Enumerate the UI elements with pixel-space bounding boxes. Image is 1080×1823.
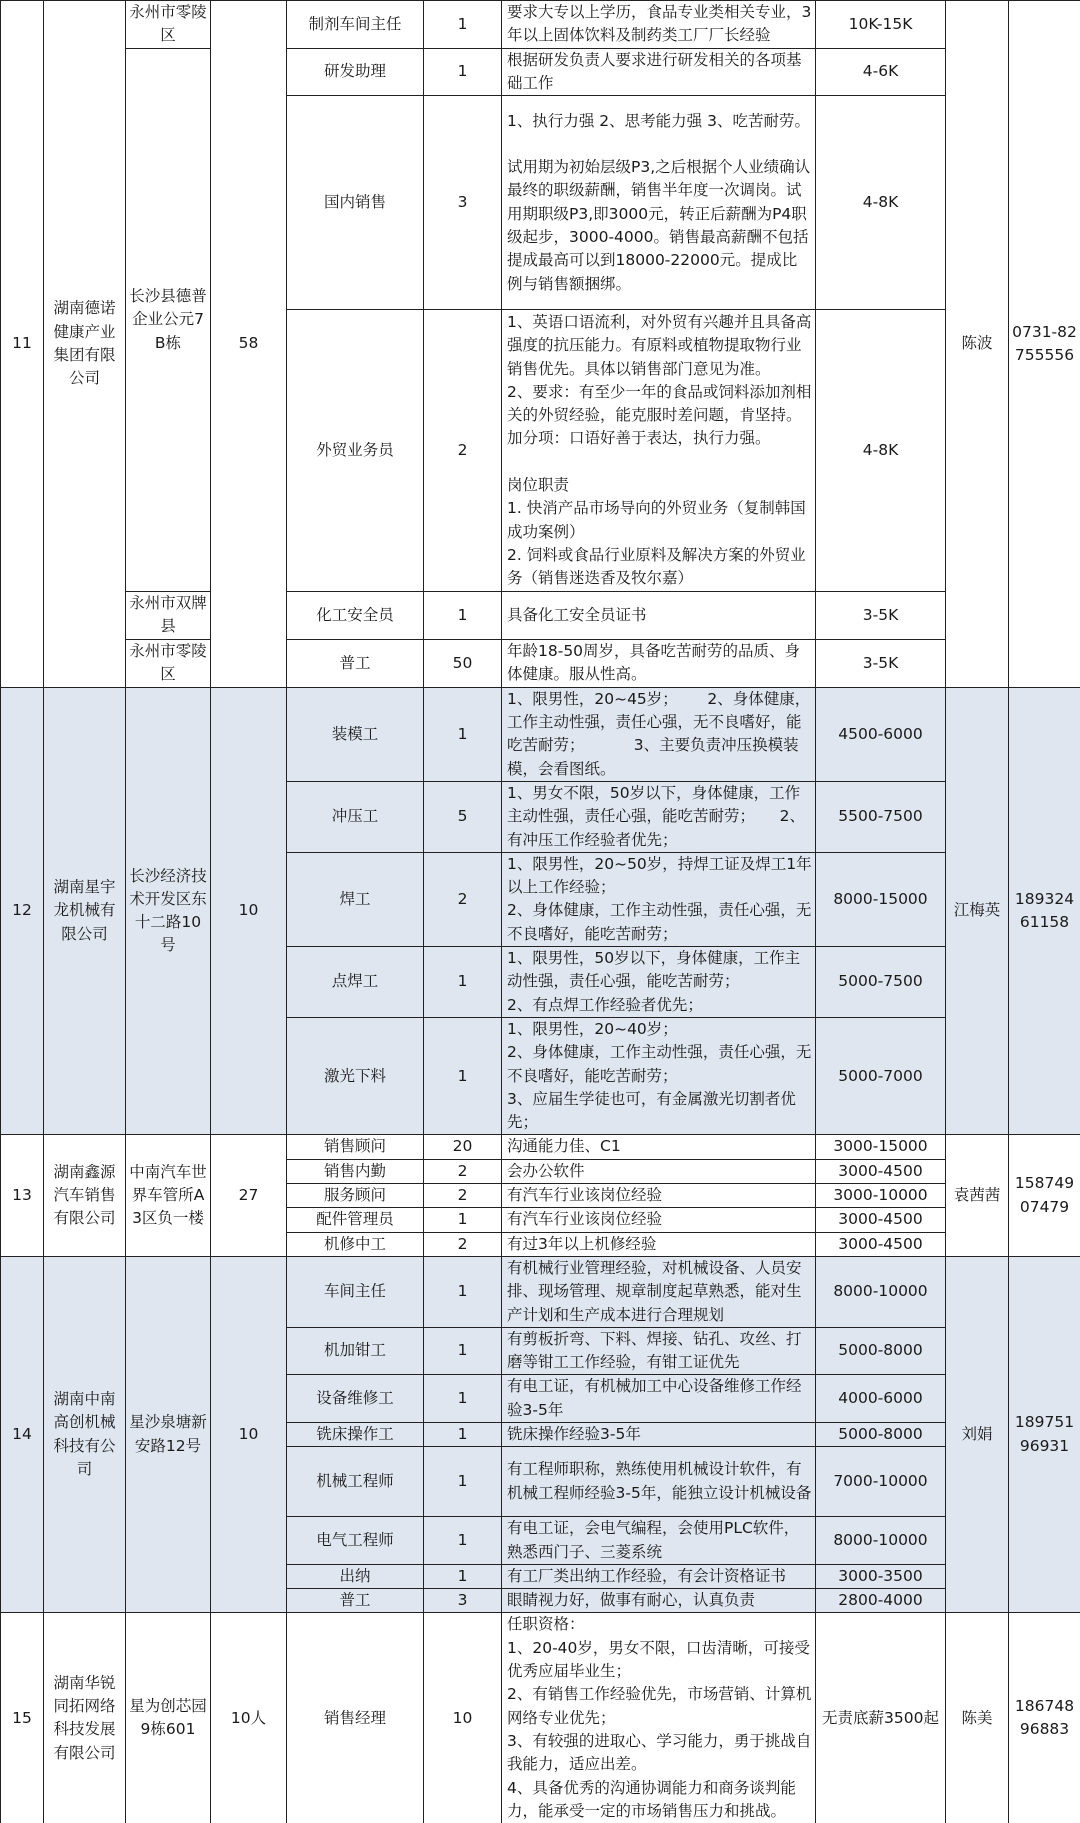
- company-number-cell: 15: [1, 1613, 44, 1823]
- job-requirement-cell: 有工厂类出纳工作经验，有会计资格证书: [502, 1564, 816, 1588]
- job-headcount-cell: 1: [424, 1256, 502, 1327]
- job-requirement-cell: 有工程师职称，熟练使用机械设计软件，有机械工程师经验3-5年，能独立设计机械设备: [502, 1447, 816, 1517]
- job-requirement-cell: 1、限男性，20~40岁； 2、身体健康，工作主动性强，责任心强，无不良嗜好，能吃苦耐劳； 3、应届生学徒也可，有金属激光切割者优先；: [502, 1017, 816, 1134]
- work-address-cell: 长沙经济技术开发区东十二路10号: [126, 687, 211, 1135]
- job-title-cell: 普工: [287, 639, 424, 687]
- job-requirement-cell: 1、限男性，20~45岁； 2、身体健康，工作主动性强，责任心强，无不良嗜好，能吃苦耐劳； 3、主要负责冲压换模装模，会看图纸。: [502, 687, 816, 781]
- salary-cell: 8000-10000: [816, 1256, 946, 1327]
- job-requirement-cell: 有电工证，有机械加工中心设备维修工作经验3-5年: [502, 1375, 816, 1423]
- salary-cell: 3000-4500: [816, 1232, 946, 1256]
- company-name-cell: 湖南星宇龙机械有限公司: [44, 687, 126, 1135]
- job-title-cell: 配件管理员: [287, 1208, 424, 1232]
- job-title-cell: 外贸业务员: [287, 310, 424, 592]
- contact-phone-cell: 18975196931: [1009, 1256, 1080, 1613]
- salary-cell: 3000-4500: [816, 1159, 946, 1183]
- job-headcount-cell: 1: [424, 1, 502, 49]
- job-title-cell: 点焊工: [287, 947, 424, 1018]
- work-address-cell: 长沙县德普企业公元7B栋: [126, 48, 211, 592]
- work-address-cell: 星为创芯园9栋601: [126, 1613, 211, 1823]
- work-address-cell: 永州市零陵区: [126, 1, 211, 49]
- work-address-cell: 永州市双牌县: [126, 592, 211, 640]
- total-headcount-cell: 10人: [211, 1613, 287, 1823]
- job-headcount-cell: 1: [424, 1017, 502, 1134]
- contact-person-cell: 袁茜茜: [946, 1135, 1009, 1256]
- job-headcount-cell: 3: [424, 96, 502, 310]
- job-headcount-cell: 1: [424, 48, 502, 96]
- contact-person-cell: 江梅英: [946, 687, 1009, 1135]
- job-headcount-cell: 2: [424, 310, 502, 592]
- salary-cell: 4-8K: [816, 96, 946, 310]
- job-title-cell: 化工安全员: [287, 592, 424, 640]
- company-number-cell: 13: [1, 1135, 44, 1256]
- job-title-cell: 出纳: [287, 1564, 424, 1588]
- job-requirement-cell: 有电工证，会电气编程，会使用PLC软件，熟悉西门子、三菱系统: [502, 1517, 816, 1565]
- salary-cell: 4000-6000: [816, 1375, 946, 1423]
- contact-phone-cell: 18674896883: [1009, 1613, 1080, 1823]
- table-row: [1, 687, 1080, 781]
- table-row: [1, 1, 1080, 49]
- job-requirement-cell: 具备化工安全员证书: [502, 592, 816, 640]
- total-headcount-cell: 10: [211, 687, 287, 1135]
- job-headcount-cell: 1: [424, 1517, 502, 1565]
- job-requirement-cell: 有过3年以上机修经验: [502, 1232, 816, 1256]
- company-block: [1, 1256, 1080, 1613]
- company-block: [1, 1613, 1080, 1823]
- job-requirement-cell: 根据研发负责人要求进行研发相关的各项基础工作: [502, 48, 816, 96]
- company-block: [1, 1, 1080, 688]
- job-title-cell: 装模工: [287, 687, 424, 781]
- company-name-cell: 湖南华锐同拓网络科技发展有限公司: [44, 1613, 126, 1823]
- table-row: [1, 639, 1080, 687]
- salary-cell: 7000-10000: [816, 1447, 946, 1517]
- job-headcount-cell: 1: [424, 1208, 502, 1232]
- table-row: [1, 592, 1080, 640]
- job-requirement-cell: 有剪板折弯、下料、焊接、钻孔、攻丝、打磨等钳工工作经验，有钳工证优先: [502, 1327, 816, 1375]
- contact-person-cell: 陈美: [946, 1613, 1009, 1823]
- job-headcount-cell: 1: [424, 947, 502, 1018]
- salary-cell: 5000-7000: [816, 1017, 946, 1134]
- job-headcount-cell: 5: [424, 781, 502, 852]
- table-row: [1, 1135, 1080, 1159]
- salary-cell: 4500-6000: [816, 687, 946, 781]
- job-requirement-cell: 有机械行业管理经验，对机械设备、人员安排、现场管理、规章制度起草熟悉，能对生产计划和生产成本进行合理规划: [502, 1256, 816, 1327]
- salary-cell: 4-6K: [816, 48, 946, 96]
- job-headcount-cell: 1: [424, 1375, 502, 1423]
- salary-cell: 3000-4500: [816, 1208, 946, 1232]
- job-headcount-cell: 10: [424, 1613, 502, 1823]
- job-title-cell: 机加钳工: [287, 1327, 424, 1375]
- job-requirement-cell: 1、英语口语流利，对外贸有兴趣并且具备高强度的抗压能力。有原料或植物提取物行业销售优先。具体以销售部门意见为准。 2、要求：有至少一年的食品或饲料添加剂相关的外贸经验，能克服时差问题，肯坚持。加分项：口语好善于表达，执行力强。 岗位职责 1. 快消产品市场导向的外贸业务（复制韩国成功案例） 2. 饲料或食品行业原料及解决方案的外贸业务（销售迷迭香及牧尔嘉）: [502, 310, 816, 592]
- salary-cell: 5000-8000: [816, 1327, 946, 1375]
- job-requirement-cell: 沟通能力佳、C1: [502, 1135, 816, 1159]
- salary-cell: 8000-15000: [816, 852, 946, 946]
- table-row: [1, 1256, 1080, 1327]
- job-title-cell: 激光下料: [287, 1017, 424, 1134]
- company-name-cell: 湖南中南高创机械科技有公司: [44, 1256, 126, 1613]
- table-row: [1, 48, 1080, 96]
- job-headcount-cell: 1: [424, 687, 502, 781]
- company-block: [1, 1135, 1080, 1256]
- job-headcount-cell: 50: [424, 639, 502, 687]
- contact-person-cell: 陈波: [946, 1, 1009, 688]
- salary-cell: 5000-7500: [816, 947, 946, 1018]
- contact-person-cell: 刘娟: [946, 1256, 1009, 1613]
- job-requirement-cell: 有汽车行业该岗位经验: [502, 1208, 816, 1232]
- job-headcount-cell: 2: [424, 1232, 502, 1256]
- job-title-cell: 制剂车间主任: [287, 1, 424, 49]
- salary-cell: 8000-10000: [816, 1517, 946, 1565]
- contact-phone-cell: 18932461158: [1009, 687, 1080, 1135]
- job-headcount-cell: 2: [424, 852, 502, 946]
- job-requirement-cell: 有汽车行业该岗位经验: [502, 1184, 816, 1208]
- job-headcount-cell: 20: [424, 1135, 502, 1159]
- job-headcount-cell: 2: [424, 1184, 502, 1208]
- salary-cell: 无责底薪3500起: [816, 1613, 946, 1823]
- salary-cell: 3000-10000: [816, 1184, 946, 1208]
- job-title-cell: 设备维修工: [287, 1375, 424, 1423]
- job-requirement-cell: 1、限男性，50岁以下，身体健康，工作主动性强，责任心强，能吃苦耐劳； 2、有点焊工作经验者优先；: [502, 947, 816, 1018]
- salary-cell: 3000-3500: [816, 1564, 946, 1588]
- job-headcount-cell: 3: [424, 1589, 502, 1613]
- job-title-cell: 服务顾问: [287, 1184, 424, 1208]
- salary-cell: 3000-15000: [816, 1135, 946, 1159]
- contact-phone-cell: 0731-82755556: [1009, 1, 1080, 688]
- job-title-cell: 普工: [287, 1589, 424, 1613]
- job-requirement-cell: 眼睛视力好，做事有耐心，认真负责: [502, 1589, 816, 1613]
- salary-cell: 4-8K: [816, 310, 946, 592]
- salary-cell: 3-5K: [816, 592, 946, 640]
- job-requirement-cell: 1、男女不限，50岁以下，身体健康，工作主动性强，责任心强，能吃苦耐劳； 2、有冲压工作经验者优先；: [502, 781, 816, 852]
- job-headcount-cell: 1: [424, 1564, 502, 1588]
- salary-cell: 5500-7500: [816, 781, 946, 852]
- job-requirement-cell: 会办公软件: [502, 1159, 816, 1183]
- contact-phone-cell: 15874907479: [1009, 1135, 1080, 1256]
- job-title-cell: 电气工程师: [287, 1517, 424, 1565]
- work-address-cell: 永州市零陵区: [126, 639, 211, 687]
- job-title-cell: 国内销售: [287, 96, 424, 310]
- work-address-cell: 星沙泉塘新安路12号: [126, 1256, 211, 1613]
- job-title-cell: 冲压工: [287, 781, 424, 852]
- job-requirement-cell: 铣床操作经验3-5年: [502, 1422, 816, 1446]
- job-headcount-cell: 2: [424, 1159, 502, 1183]
- job-requirement-cell: 要求大专以上学历，食品专业类相关专业，3年以上固体饮料及制药类工厂厂长经验: [502, 1, 816, 49]
- job-title-cell: 铣床操作工: [287, 1422, 424, 1446]
- job-headcount-cell: 1: [424, 592, 502, 640]
- table-row: [1, 1613, 1080, 1823]
- company-number-cell: 14: [1, 1256, 44, 1613]
- job-title-cell: 机修中工: [287, 1232, 424, 1256]
- salary-cell: 5000-8000: [816, 1422, 946, 1446]
- job-headcount-cell: 1: [424, 1327, 502, 1375]
- company-block: [1, 687, 1080, 1135]
- salary-cell: 3-5K: [816, 639, 946, 687]
- total-headcount-cell: 27: [211, 1135, 287, 1256]
- job-title-cell: 销售内勤: [287, 1159, 424, 1183]
- company-number-cell: 12: [1, 687, 44, 1135]
- job-title-cell: 焊工: [287, 852, 424, 946]
- job-title-cell: 销售经理: [287, 1613, 424, 1823]
- job-title-cell: 销售顾问: [287, 1135, 424, 1159]
- salary-cell: 10K-15K: [816, 1, 946, 49]
- job-title-cell: 机械工程师: [287, 1447, 424, 1517]
- total-headcount-cell: 10: [211, 1256, 287, 1613]
- salary-cell: 2800-4000: [816, 1589, 946, 1613]
- job-requirement-cell: 任职资格： 1、20-40岁，男女不限，口齿清晰，可接受优秀应届毕业生； 2、有销售工作经验优先，市场营销、计算机网络专业优先； 3、有较强的进取心、学习能力，勇于挑战自我能力，适应出差。 4、具备优秀的沟通协调能力和商务谈判能力，能承受一定的市场销售压力和挑战。: [502, 1613, 816, 1823]
- job-headcount-cell: 1: [424, 1422, 502, 1446]
- company-name-cell: 湖南德诺健康产业集团有限公司: [44, 1, 126, 688]
- job-requirement-cell: 1、限男性，20~50岁，持焊工证及焊工1年以上工作经验； 2、身体健康，工作主动性强，责任心强，无不良嗜好，能吃苦耐劳；: [502, 852, 816, 946]
- job-requirement-cell: 1、执行力强 2、思考能力强 3、吃苦耐劳。 试用期为初始层级P3,之后根据个人业绩确认最终的职级薪酬，销售半年度一次调岗。试用期职级P3,即3000元，转正后薪酬为P4职级起步，3000-4000。销售最高薪酬不包括提成最高可以到18000-22000元。提成比例与销售额捆绑。: [502, 96, 816, 310]
- company-name-cell: 湖南鑫源汽车销售有限公司: [44, 1135, 126, 1256]
- job-title-cell: 研发助理: [287, 48, 424, 96]
- job-requirement-cell: 年龄18-50周岁，具备吃苦耐劳的品质、身体健康。服从性高。: [502, 639, 816, 687]
- total-headcount-cell: 58: [211, 1, 287, 688]
- job-headcount-cell: 1: [424, 1447, 502, 1517]
- job-title-cell: 车间主任: [287, 1256, 424, 1327]
- work-address-cell: 中南汽车世界车管所A3区负一楼: [126, 1135, 211, 1256]
- company-number-cell: 11: [1, 1, 44, 688]
